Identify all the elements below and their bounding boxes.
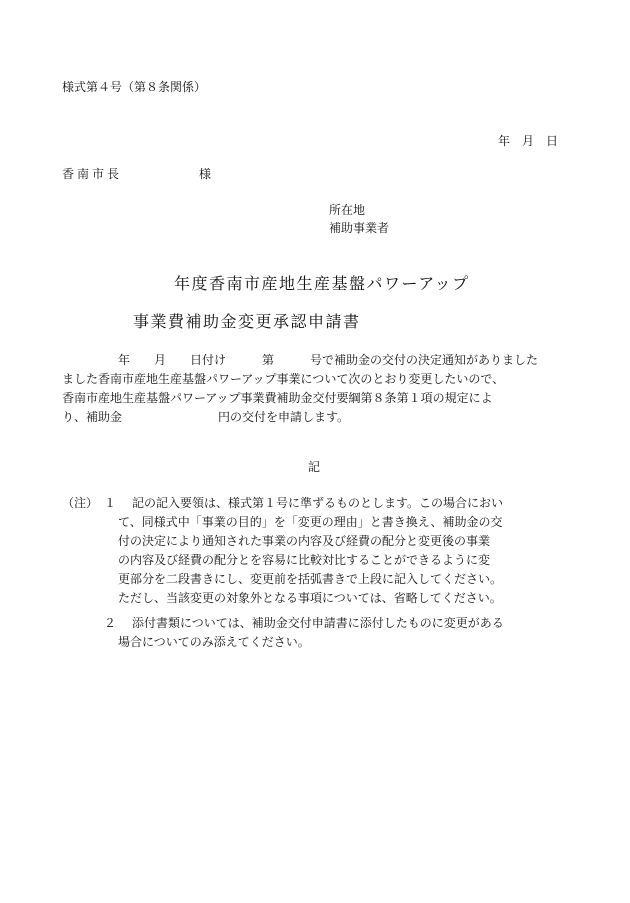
note-1-line-3: 付の決定により通知された事業の内容及び経費の配分と変更後の事業 — [118, 534, 491, 548]
body-line-3: 香南市産地生産基盤パワーアップ事業費補助金交付要綱第８条第１項の規定によ — [62, 391, 493, 405]
notes-label: （注） — [62, 496, 99, 510]
note-1-line-2: て、同様式中「事業の目的」を「変更の理由」と書き換え、補助金の交 — [118, 515, 503, 529]
applicant-address-label: 所在地 — [329, 203, 366, 217]
note-1-number: １ — [104, 496, 117, 510]
document-title-line1: 年度香南市産地生産基盤パワーアップ — [174, 274, 470, 293]
note-1-line-6: ただし、当該変更の対象外となる事項については、省略してください。 — [118, 591, 502, 605]
note-2-text — [118, 614, 504, 652]
note-2-line-2: 場合についてのみ添えてください。 — [118, 635, 310, 649]
body-paragraph — [62, 351, 592, 427]
document-title-line2: 事業費補助金変更承認申請書 — [133, 312, 361, 331]
body-line-4: り、補助金 円の交付を申請します。 — [62, 410, 350, 424]
note-2-number: ２ — [104, 616, 117, 630]
body-line-2: ました香南市産地生産基盤パワーアップ事業について次のとおり変更したいので、 — [62, 372, 505, 386]
addressee-suffix: 様 — [199, 167, 212, 181]
note-1-line-5: 更部分を二段書きにし、変更前を括弧書きで上段に記入してください。 — [118, 572, 503, 586]
note-1-text — [118, 494, 503, 608]
addressee: 香南市長 — [62, 167, 123, 181]
date-line: 年 月 日 — [498, 134, 559, 148]
note-2-line-1: 添付書類については、補助金交付申請書に添付したものに変更がある — [132, 616, 504, 630]
form-number: 様式第４号（第８条関係） — [62, 80, 207, 94]
note-1-line-4: の内容及び経費の配分とを容易に比較対比することができるように変 — [118, 553, 491, 567]
body-line-1: 年 月 日付け 第 号で補助金の交付の決定通知がありました — [118, 353, 539, 367]
note-1-line-1: 記の記入要領は、様式第１号に準ずるものとします。この場合におい — [132, 496, 504, 510]
applicant-name-label: 補助事業者 — [329, 221, 390, 235]
heading-ki: 記 — [308, 460, 321, 474]
